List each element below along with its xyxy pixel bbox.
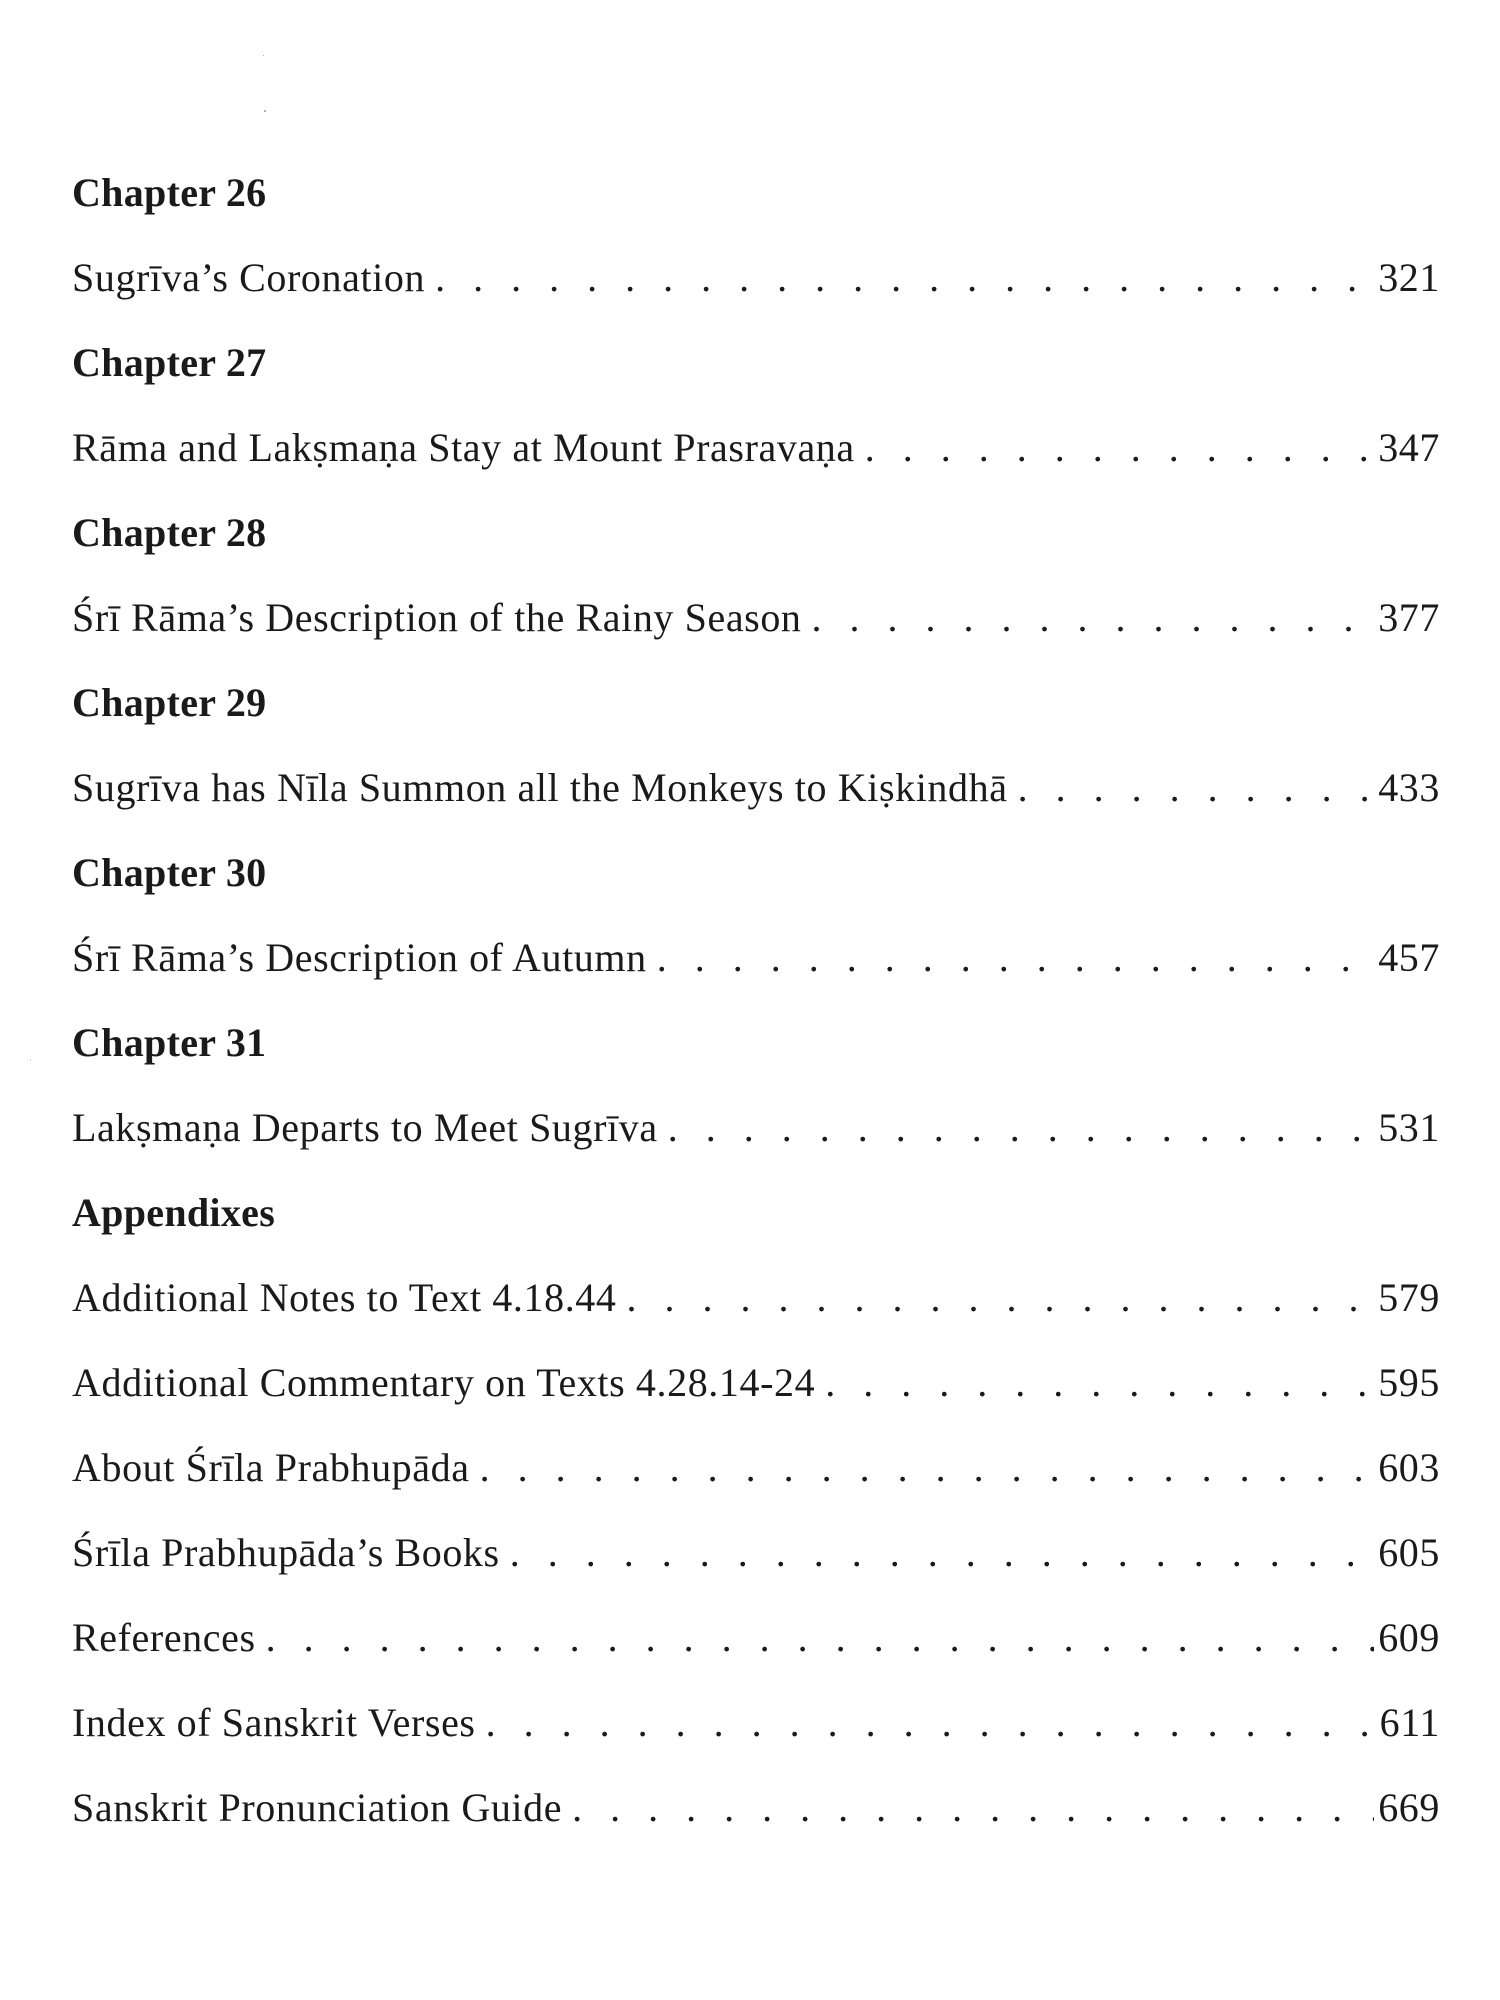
toc-section xyxy=(72,150,1440,320)
section-heading: Chapter 30 xyxy=(72,850,267,895)
section-heading: Chapter 31 xyxy=(72,1020,267,1065)
entry-title: Additional Notes to Text 4.18.44 xyxy=(72,1275,617,1320)
table-of-contents xyxy=(72,150,1440,1850)
toc-entry xyxy=(72,405,1440,490)
dot-leader xyxy=(510,1510,1374,1595)
dot-leader xyxy=(865,405,1374,490)
dot-leader xyxy=(572,1765,1374,1850)
entry-title: Śrīla Prabhupāda’s Books xyxy=(72,1530,500,1575)
entry-title: Śrī Rāma’s Description of the Rainy Season xyxy=(72,595,802,640)
entry-title: Śrī Rāma’s Description of Autumn xyxy=(72,935,647,980)
toc-entry xyxy=(72,1510,1440,1595)
toc-section xyxy=(72,830,1440,1000)
entry-title: About Śrīla Prabhupāda xyxy=(72,1445,470,1490)
section-heading: Chapter 28 xyxy=(72,510,267,555)
page-number: 603 xyxy=(1378,1445,1440,1490)
toc-entry xyxy=(72,235,1440,320)
section-heading: Chapter 27 xyxy=(72,340,267,385)
scan-speck xyxy=(30,1060,31,1061)
dot-leader xyxy=(627,1255,1375,1340)
toc-entry xyxy=(72,1255,1440,1340)
toc-section xyxy=(72,660,1440,830)
entry-title: Sanskrit Pronunciation Guide xyxy=(72,1785,563,1830)
toc-section xyxy=(72,490,1440,660)
toc-section xyxy=(72,1170,1440,1850)
dot-leader xyxy=(812,575,1375,660)
entry-title: Lakṣmaṇa Departs to Meet Sugrīva xyxy=(72,1105,658,1150)
page-number: 347 xyxy=(1378,425,1440,470)
page-number: 457 xyxy=(1378,935,1440,980)
scan-speck xyxy=(264,110,266,112)
section-heading: Chapter 29 xyxy=(72,680,267,725)
dot-leader xyxy=(668,1085,1374,1170)
toc-entry xyxy=(72,1680,1440,1765)
page-number: 433 xyxy=(1378,765,1440,810)
entry-title: Sugrīva has Nīla Summon all the Monkeys to Kiṣkindhā xyxy=(72,765,1008,810)
entry-title: References xyxy=(72,1615,256,1660)
toc-entry xyxy=(72,575,1440,660)
page-number: 605 xyxy=(1378,1530,1440,1575)
toc-entry xyxy=(72,1340,1440,1425)
dot-leader xyxy=(1018,745,1375,830)
page-number: 595 xyxy=(1378,1360,1440,1405)
section-heading: Chapter 26 xyxy=(72,170,267,215)
page-number: 669 xyxy=(1378,1785,1440,1830)
entry-title: Sugrīva’s Coronation xyxy=(72,255,426,300)
page-number: 377 xyxy=(1378,595,1440,640)
toc-entry xyxy=(72,1425,1440,1510)
page-number: 579 xyxy=(1378,1275,1440,1320)
page-number: 321 xyxy=(1378,255,1440,300)
dot-leader xyxy=(435,235,1374,320)
toc-entry xyxy=(72,1595,1440,1680)
page-number: 609 xyxy=(1378,1615,1440,1660)
entry-title: Rāma and Lakṣmaṇa Stay at Mount Prasravaṇa xyxy=(72,425,855,470)
dot-leader xyxy=(480,1425,1375,1510)
toc-entry xyxy=(72,1085,1440,1170)
section-heading: Appendixes xyxy=(72,1190,276,1235)
dot-leader xyxy=(266,1595,1375,1680)
dot-leader xyxy=(486,1680,1376,1765)
dot-leader xyxy=(825,1340,1374,1425)
toc-entry xyxy=(72,915,1440,1000)
dot-leader xyxy=(657,915,1374,1000)
page-number: 611 xyxy=(1379,1700,1440,1745)
toc-entry xyxy=(72,745,1440,830)
entry-title: Additional Commentary on Texts 4.28.14-24 xyxy=(72,1360,816,1405)
entry-title: Index of Sanskrit Verses xyxy=(72,1700,476,1745)
toc-section xyxy=(72,320,1440,490)
page-number: 531 xyxy=(1378,1105,1440,1150)
toc-section xyxy=(72,1000,1440,1170)
scan-speck xyxy=(263,55,264,56)
toc-entry xyxy=(72,1765,1440,1850)
